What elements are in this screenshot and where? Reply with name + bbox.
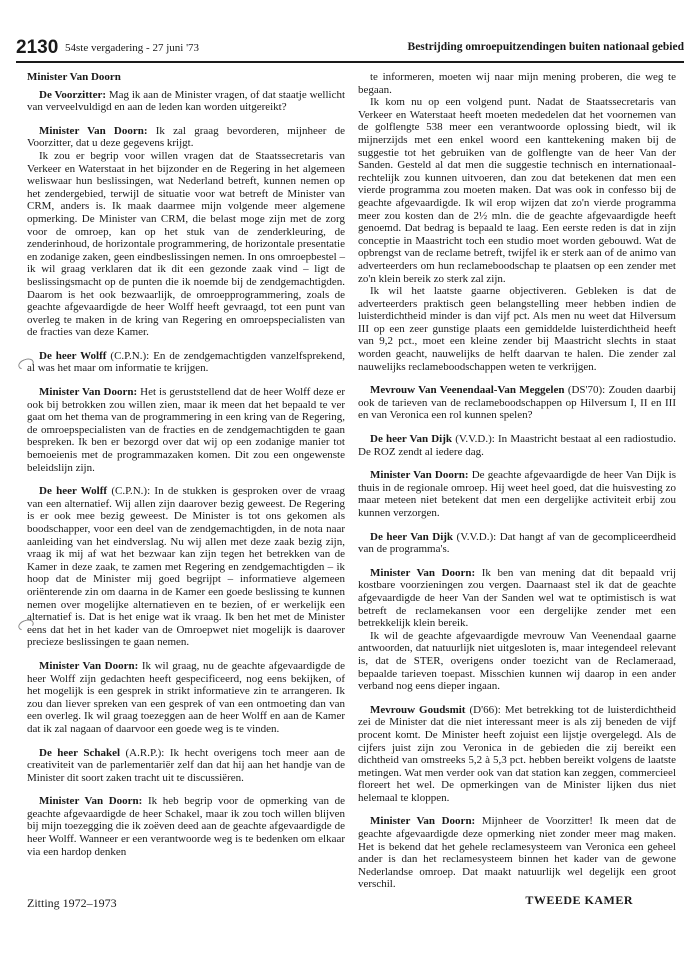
speaker-party: (V.V.D.): [456,530,497,543]
speaker-name: Minister Van Doorn: [39,386,138,399]
speech-text: Ik ben van mening dat dit bepaald vrij kostbare voorzieningen zou vergen. Daarnaast stel ik dat de geachte afgevaardigde de heer Van der Sanden wel wat te optimistisch is wat betreft de reclamekansen voor een dergelijke zender met een betrekkelijk klein bereik. [358,566,677,630]
session-info: 54ste vergadering - 27 juni '73 [65,42,200,54]
speech-text: Ik zou er begrip voor willen vragen dat de Staatssecretaris van Verkeer en Waterstaat in het bijzonder en de Regering in het algemeen weliswaar hun beslissingen, wat Nederland betreft, kunnen nemen op het zendergebied, terwijl de situatie voor wat betreft de Minister van CRM, anders is. Ik maak daarmee mijn volgende meer algemene opmerking. De Minister van CRM, die belast moge zijn met de zorg voor de omroep, kan op het stuk van de zenderkleuring, de zenderinhoud, de horizontale programmering, de horizontale presentatie en zodanige zaken, geen eindbeslissingen nemen. In ons omroepbestel – ik wil graag verklaren dat ik dit een gezonde zaak vind – ligt de beslissingsmacht op de punten die ik noemde bij de zendgemachtigden. Daarom is het ook bezwaarlijk, de omroepprogrammering, zoals de geachte afgevaardigde de heer Wolff heeft gevraagd, tot een punt van overleg te maken in de kring van Regering en omroepspecialisten van de fracties van deze Kamer. [27,149,345,339]
page-number: 2130 [16,37,59,58]
speech-block [27,350,345,375]
page-header [16,38,684,60]
speech-block [358,567,676,693]
paragraph [358,704,676,805]
paragraph [358,285,676,373]
speaker-name: Minister Van Doorn: [39,795,143,808]
speech-text: Mijnheer de Voorzitter! Ik meen dat de geachte afgevaardigde deze opmerking niet zonder meer mag maken. Het is bekend dat het gehele reclamesysteem van Veronica een geheel ander is dan het reclamesysteem binnen het kader van de gewone Nederlandse omroep. Dat maakt natuurlijk wel degelijk een groot verschil. [358,815,676,891]
speech-text: Ik wil graag, nu de geachte afgevaardigde de heer Wolff zijn gedachten heeft gespecificeerd, nog eens bekijken, of het mogelijk is een gesprek in strikt informatieve zin te arrangeren. Ik zou dan liever spreken van een gesprek of van een ontmoeting dan van een overleg. Ik wil graag toezeggen aan de heer Wolff en aan de Kamer dat ik zal nagaan of daarvoor een goede weg is te vinden. [27,659,346,735]
speaker-party: (D'66): [469,703,501,716]
speech-block [358,71,676,373]
header-title: Bestrijding omroepuitzendingen buiten nationaal gebied [407,41,684,53]
speech-block [358,384,676,422]
speaker-name: De heer Van Dijk [370,433,453,446]
speaker-party: (V.V.D.): [455,433,495,446]
footer-session: Zitting 1972–1973 [27,896,117,910]
speech-block [358,815,676,891]
speech-text: Zouden daarbij ook de tarieven van de reclameboodschappen op Hilversum I, II en III en van Veronica een rol kunnen spelen? [358,384,677,422]
speech-text: Dat hangt af van de gecompliceerdheid van de programma's. [358,530,677,556]
speech-text: De geachte afgevaardigde de heer Van Dijk is thuis in de regionale omroep. Hij weet heel goed, dat die huisvesting zo maar meteen niet betekent dat men een dergelijke activiteit erbij zou kunnen verzorgen. [358,469,676,519]
speaker-name: Minister Van Doorn: [370,566,476,579]
speech-text: Het is geruststellend dat de heer Wolff deze er ook bij betrokken zou willen zien, maar ik meen dat het bepaald te ver gaat om het thema van de programmering in een kring van de Regering, de omroepspecialisten van de fracties en de zendgemachtigden te gaan bespreken. Ik ben er bezorgd over dat wij op een zodanige manier tot bemoeienis met de programmazaken komen. Dit zou een ongewenste beleidslijn zijn. [27,386,345,474]
paragraph [358,567,676,630]
paragraph [358,469,676,519]
paragraph [358,96,676,285]
speech-block [358,469,676,519]
paragraph [27,125,345,150]
header-rule [16,61,684,63]
right-column [358,71,676,902]
paragraph [27,350,345,375]
speaker-name: Minister Van Doorn: [370,815,476,828]
speech-text: Ik zal graag bevorderen, mijnheer de Voorzitter, dat u deze gegevens krijgt. [27,124,345,150]
paragraph [358,71,676,96]
speech-block [27,747,345,785]
paragraph [358,433,676,458]
speech-text: Ik heb begrip voor de opmerking van de geachte afgevaardigde de heer Schakel, maar ik zou toch willen blijven bij mijn toezegging die ik zoëven deed aan de geachte afgevaardigde de heer Wolff. Wanneer er een verantwoorde weg is te bedenken om elkaar via een hardop denken [27,795,345,858]
paragraph [358,384,676,422]
paragraph [358,531,676,556]
speech-block [358,704,676,805]
speech-text: In Maastricht bestaat al een radiostudio. De ROZ zendt al iedere dag. [358,433,677,458]
speech-text: En de zendgemachtigden vanzelfsprekend, al was het maar om informatie te krijgen. [27,349,346,375]
left-column [27,71,345,869]
speaker-name: De Voorzitter: [39,88,106,101]
speech-text: Ik kom nu op een volgend punt. Nadat de Staatssecretaris van Verkeer en Waterstaat heeft moeten mededelen dat het voornemen van de golflengte 538 meer een verantwoorde oplossing biedt, wil ik mijnerzijds met een enkel woord een kanttekening maken bij de suggestie tot het gebruiken van de golflengte van de heer Van der Sanden. Gesteld al dat men die suggestie technisch en internationaal-rechtelijk zou kunnen uitvoeren, dan zou dat betekenen dat men een vierde programma zou moeten maken. Dat was ook in confesso bij de geachte afgevaardigde. Ik wil erop wijzen dat zo'n vierde programma meer zou kosten dan de 2½ mln. die de geachte afgevaardigde heeft genoemd. Dat bedrag is bepaald te laag. Een eerste reden is dat in zijn conceptie in Maastricht toch een studio moet worden gebouwd. Wat de opbrengst van de reclame betreft, twijfel ik er sterk aan of de animo van adverteerders om hun reclameboodschap te plaatsen op een zender met zo'n klein bereik zo sterk zal zijn. [358,96,676,285]
speech-text: Ik wil de geachte afgevaardigde mevrouw Van Veenendaal gaarne antwoorden, dat natuurlijk niet uitgesloten is, maar integendeel relevant is, dat de STER, overigens onder toezicht van de Reclameraad, bepaalde tarieven toepast. Misschien kunnen wij daarop in een ander verband nog eens dieper ingaan. [358,629,676,693]
paragraph [358,630,676,693]
speech-block [27,660,345,736]
paragraph [27,386,345,474]
speech-text: In de stukken is gesproken over de vraag van een alternatief. Wij allen zijn daarover bezig geweest. De Regering is er ook mee bezig geweest. De Minister is tot ons gekomen als boodschapper, voor een deel van de zendgemachtigden, in de nota naar aanleiding van het eindverslag. Nu wij allen met deze zaak bezig zijn, vraag ik mij af wat het bezwaar kan zijn tegen het betrekken van de Kamer in deze zaak, te zamen met Regering en zendgemachtigden – ik hoop dat de Minister mij goed begrijpt – informatieve algemeen oriënterende zin om daarna in de Kamer een goede beslissing te kunnen nemen over mogelijke alternatieven en te bezien, of er werkelijk een alternatief is. Dat is het enige wat ik vraag. Ik ben het met de Minister eens dat het in het kader van de Omroepwet niet mogelijk is daarover precieze beslissingen te gaan nemen. [27,485,346,649]
speaker-name: Minister Van Doorn: [370,469,469,482]
paragraph [27,795,345,858]
column-heading: Minister Van Doorn [27,71,121,83]
speech-text: Mag ik aan de Minister vragen, of dat staatje wellicht van verveelvuldigd en aan de leden kan worden uitgereikt? [27,88,346,114]
speaker-party: (C.P.N.): [111,485,151,498]
speech-block [27,795,345,858]
speaker-party: (C.P.N.): [110,349,150,362]
speaker-name: Minister Van Doorn: [39,124,148,137]
speaker-name: Minister Van Doorn: [39,659,139,672]
paragraph [27,150,345,339]
speaker-name: Mevrouw Van Veenendaal-Van Meggelen [370,384,565,397]
speaker-name: Mevrouw Goudsmit [370,703,466,716]
page-footer [27,893,633,912]
speaker-name: De heer Schakel [39,746,121,759]
paragraph [27,485,345,649]
speech-text: Met betrekking tot de luisterdichtheid zei de Minister dat die niet interessant meer is als zij beneden de vijf procent komt. De Minister heeft zojuist een lijstje overgelegd. Als de cijfers juist zijn zou Veronica in de gebieden die zij bereikt een dichtheid van omstreeks 5,2 à 5,3 pct. hebben bereikt volgens de laatste metingen. Wat men verder ook van dat station kan zeggen, commercieel floreert het wel. De opmerkingen van de Minister lijken dus niet helemaal te kloppen. [358,703,677,804]
speech-block [358,433,676,458]
paragraph [358,815,676,891]
speaker-name: De heer Van Dijk [370,530,454,543]
speech-text: Ik wil het laatste gaarne objectiveren. Gebleken is dat de adverteerders praktisch geen belangstelling meer hebben indien de luisterdichtheid minder is dan vijf pct. Als men nu weet dat Hilversum III op een zeer gunstige plaats een gemiddelde luisterdichtheid heeft van 9,2 pct., moet een kleine zender bij Maastricht slechts in staat worden geacht, nauwelijks de helft daarvan te halen. Die zender zal nauwelijks reclameboodschappen weten te verkrijgen. [358,285,676,373]
speech-block [27,386,345,474]
paragraph [27,660,345,736]
paragraph [27,747,345,785]
speech-block [27,125,345,339]
speaker-party: (DS'70): [567,384,606,397]
speech-block [358,531,676,556]
speaker-name: De heer Wolff [39,349,107,362]
speaker-party: (A.R.P.): [125,746,165,759]
paragraph [27,89,345,114]
speech-text: Ik hecht overigens toch meer aan de creativiteit van de parlementariër zelf dan dat hij aan het handje van de Minister dit soort zaken tracht uit te discussiëren. [27,746,345,784]
footer-chamber: TWEEDE KAMER [525,893,633,907]
speech-block [27,485,345,649]
speech-text: te informeren, moeten wij naar mijn mening proberen, die weg te begaan. [358,71,676,96]
speaker-name: De heer Wolff [39,485,108,498]
speech-block [27,89,345,114]
